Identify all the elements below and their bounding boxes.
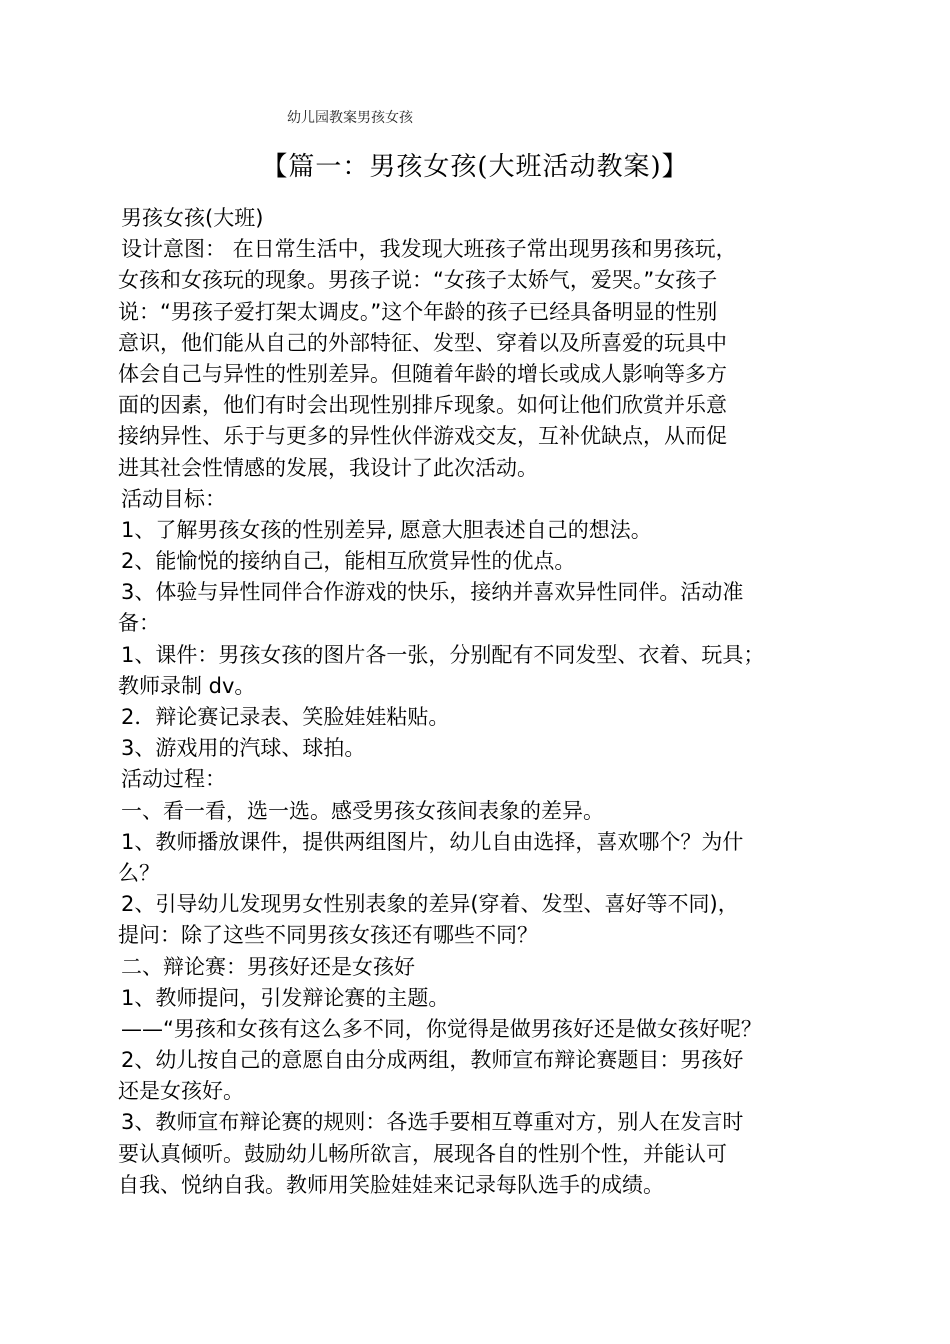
body-line: 1、了解男孩女孩的性别差异, 愿意大胆表述自己的想法。 xyxy=(121,517,652,542)
body-line: 设计意图： 在日常生活中，我发现大班孩子常出现男孩和男孩玩， xyxy=(121,237,737,262)
document-title: 【篇一：男孩女孩(大班活动教案)】 xyxy=(261,152,689,182)
body-line: 3、教师宣布辩论赛的规则：各选手要相互尊重对方，别人在发言时 xyxy=(121,1110,744,1135)
body-line: 自我、悦纳自我。教师用笑脸娃娃来记录每队选手的成绩。 xyxy=(118,1172,664,1197)
body-line: 2、引导幼儿发现男女性别表象的差异(穿着、发型、喜好等不同)， xyxy=(121,892,739,917)
body-line: 2．辩论赛记录表、笑脸娃娃粘贴。 xyxy=(121,705,450,729)
body-line: 1、课件：男孩女孩的图片各一张，分别配有不同发型、衣着、玩具； xyxy=(121,642,765,667)
body-line: 要认真倾听。鼓励幼儿畅所欲言，展现各自的性别个性，并能认可 xyxy=(118,1141,727,1166)
body-line: 二、辩论赛：男孩好还是女孩好 xyxy=(121,954,415,979)
body-line: 活动过程： xyxy=(121,767,226,792)
body-line: 男孩女孩(大班) xyxy=(121,206,264,230)
body-line: 活动目标： xyxy=(121,486,226,511)
body-line: 接纳异性、乐于与更多的异性伙伴游戏交友，互补优缺点，从而促 xyxy=(118,424,727,449)
body-line: ——“男孩和女孩有这么多不同，你觉得是做男孩好还是做女孩好呢？ xyxy=(121,1016,762,1041)
body-line: 女孩和女孩玩的现象。男孩子说：“女孩子太娇气，爱哭。”女孩子 xyxy=(118,268,718,293)
body-line: 2、能愉悦的接纳自己，能相互欣赏异性的优点。 xyxy=(121,549,576,574)
body-line: 2、幼儿按自己的意愿自由分成两组，教师宣布辩论赛题目：男孩好 xyxy=(121,1048,744,1073)
body-line: 进其社会性情感的发展，我设计了此次活动。 xyxy=(118,455,538,480)
body-line: 么？ xyxy=(118,860,160,885)
body-line: 3、游戏用的汽球、球拍。 xyxy=(121,736,366,761)
body-line: 一、看一看，选一选。感受男孩女孩间表象的差异。 xyxy=(121,798,604,823)
body-line: 还是女孩好。 xyxy=(118,1079,244,1104)
document-body xyxy=(118,203,858,1201)
body-line: 面的因素，他们有时会出现性别排斥现象。如何让他们欣赏并乐意 xyxy=(118,393,727,418)
body-line: 3、体验与异性同伴合作游戏的快乐，接纳并喜欢异性同伴。活动准 xyxy=(121,580,744,605)
document-header: 幼儿园教案男孩女孩 xyxy=(287,110,413,126)
body-line: 备： xyxy=(118,611,160,636)
body-line: 1、教师提问，引发辩论赛的主题。 xyxy=(121,985,450,1010)
body-line: 教师录制 dv。 xyxy=(118,673,256,698)
body-line: 提问：除了这些不同男孩女孩还有哪些不同？ xyxy=(118,923,538,948)
body-line: 意识，他们能从自己的外部特征、发型、穿着以及所喜爱的玩具中 xyxy=(118,330,727,355)
body-line: 1、教师播放课件，提供两组图片，幼儿自由选择，喜欢哪个？为什 xyxy=(121,829,744,854)
body-line: 说：“男孩子爱打架太调皮。”这个年龄的孩子已经具备明显的性别 xyxy=(118,299,718,324)
body-line: 体会自己与异性的性别差异。但随着年龄的增长或成人影响等多方 xyxy=(118,361,727,386)
